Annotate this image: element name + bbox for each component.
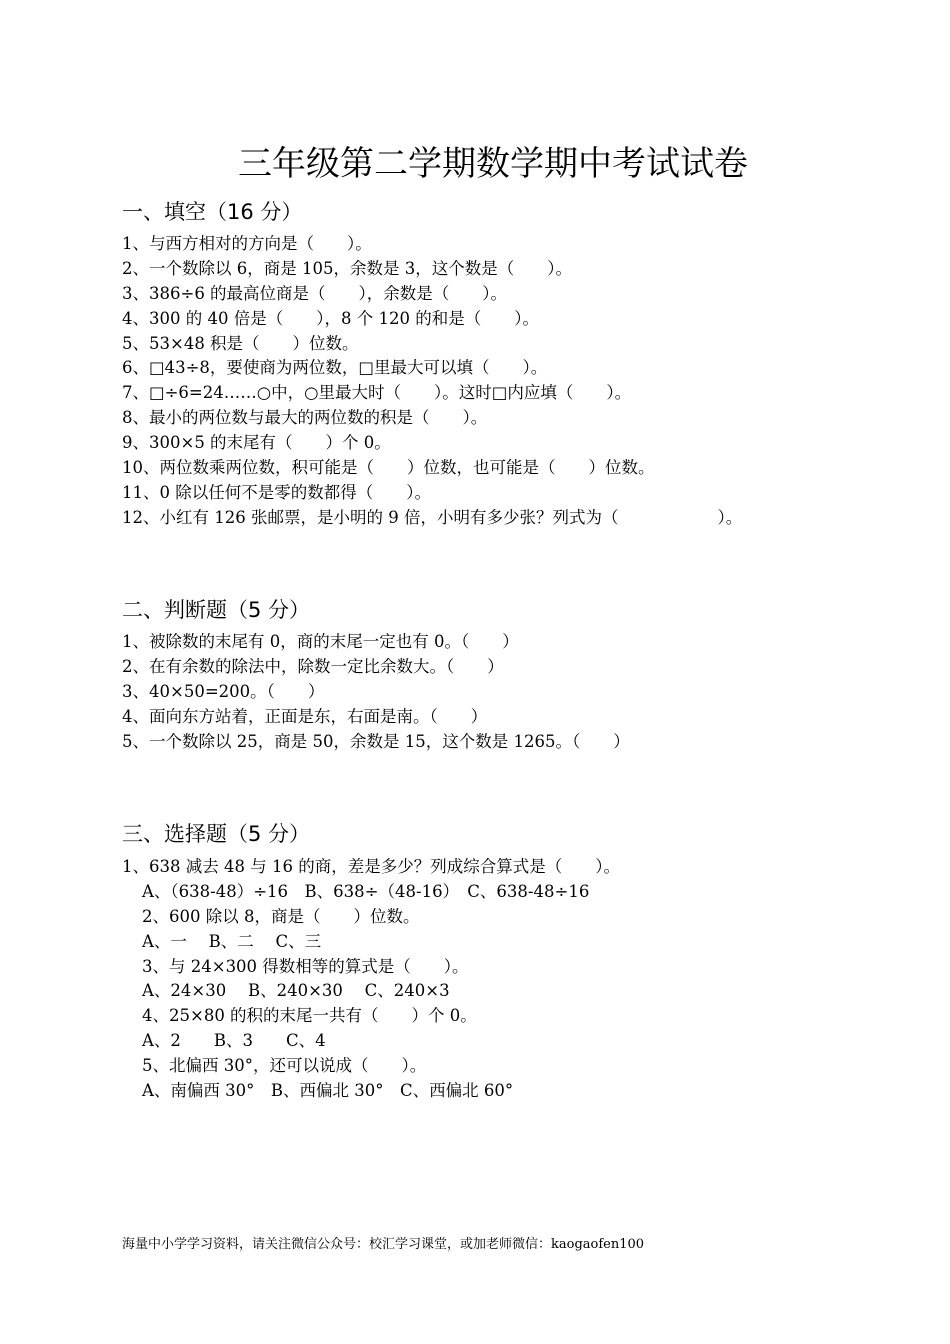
answer-options: A、一 B、二 C、三 xyxy=(142,931,322,951)
section-heading-multiple-choice: 三、选择题（5 分） xyxy=(122,822,311,846)
question-line: 2、在有余数的除法中，除数一定比余数大。（ ） xyxy=(122,656,504,676)
section-heading-true-false: 二、判断题（5 分） xyxy=(122,598,311,622)
multiple-choice-list xyxy=(122,855,620,1104)
question-line: 4、面向东方站着，正面是东，右面是南。（ ） xyxy=(122,706,488,726)
question-line: 10、两位数乘两位数，积可能是（ ）位数，也可能是（ ）位数。 xyxy=(122,458,655,478)
question-line: 3、40×50=200。（ ） xyxy=(122,681,325,701)
question-line: 9、300×5 的末尾有（ ）个 0。 xyxy=(122,433,391,453)
question-line: 5、北偏西 30°，还可以说成（ ）。 xyxy=(142,1056,427,1076)
answer-options: A、24×30 B、240×30 C、240×3 xyxy=(142,981,450,1001)
question-line: 4、25×80 的积的末尾一共有（ ）个 0。 xyxy=(142,1006,477,1026)
question-line: 6、□43÷8，要使商为两位数，□里最大可以填（ ）。 xyxy=(122,358,548,378)
question-line: 4、300 的 40 倍是（ ），8 个 120 的和是（ ）。 xyxy=(122,308,539,328)
footer-note: 海量中小学学习资料，请关注微信公众号：校汇学习课堂，或加老师微信：kaogaofen100 xyxy=(122,1237,645,1252)
question-line: 2、600 除以 8，商是（ ）位数。 xyxy=(142,906,420,926)
section-heading-fill-blanks: 一、填空（16 分） xyxy=(122,200,303,224)
fill-blanks-list xyxy=(122,232,742,531)
question-line: 3、386÷6 的最高位商是（ ），余数是（ ）。 xyxy=(122,283,508,303)
question-line: 11、0 除以任何不是零的数都得（ ）。 xyxy=(122,482,431,502)
answer-options: A、南偏西 30° B、西偏北 30° C、西偏北 60° xyxy=(142,1081,514,1101)
answer-options: A、（638-48）÷16 B、638÷（48-16） C、638-48÷16 xyxy=(142,881,590,901)
question-line: 2、一个数除以 6，商是 105，余数是 3，这个数是（ ）。 xyxy=(122,258,572,278)
question-line: 1、638 减去 48 与 16 的商，差是多少？列成综合算式是（ ）。 xyxy=(122,857,620,876)
page-title: 三年级第二学期数学期中考试试卷 xyxy=(238,144,748,184)
question-line: 1、被除数的末尾有 0，商的末尾一定也有 0。（ ） xyxy=(122,632,519,651)
question-line: 12、小红有 126 张邮票，是小明的 9 倍，小明有多少张？列式为（ ）。 xyxy=(122,507,743,527)
question-line: 1、与西方相对的方向是（ ）。 xyxy=(122,234,372,253)
question-line: 5、一个数除以 25，商是 50，余数是 15，这个数是 1265。（ ） xyxy=(122,731,630,751)
question-line: 8、最小的两位数与最大的两位数的积是（ ）。 xyxy=(122,408,488,428)
question-line: 3、与 24×300 得数相等的算式是（ ）。 xyxy=(142,956,469,976)
question-line: 5、53×48 积是（ ）位数。 xyxy=(122,333,359,353)
answer-options: A、2 B、3 C、4 xyxy=(142,1031,326,1051)
question-line: 7、□÷6=24……○中，○里最大时（ ）。这时□内应填（ ）。 xyxy=(122,383,632,403)
true-false-list xyxy=(122,630,630,754)
